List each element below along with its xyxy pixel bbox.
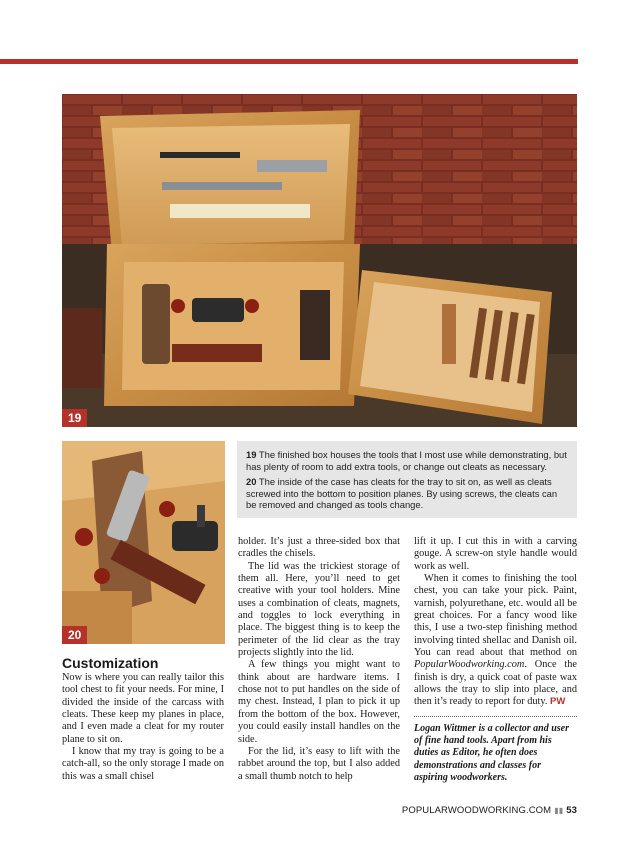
caption-20-number: 20 (246, 476, 257, 488)
caption-20-text: The inside of the case has cleats for the tray to sit on, as well as cleats screwed into the bottom to position planes. By using screws, the cleats can be removed and changed as tools change. (246, 476, 558, 511)
caption-19 (246, 449, 567, 472)
photo-tool-chest-open (62, 94, 577, 427)
col2-paragraph-1: holder. It’s just a three-sided box that cradles the chisels. (238, 536, 400, 560)
col2-paragraph-4: For the lid, it’s easy to lift with the rabbet around the top, but I also added a small thumb notch to help (238, 745, 400, 782)
col3-paragraph-1: lift it up. I cut this in with a carving gouge. A screw-on style handle would work as well. (414, 536, 577, 572)
col3-paragraph-2 (414, 573, 577, 709)
section-heading: Customization (62, 655, 159, 671)
figure-number-20: 20 (62, 626, 87, 644)
website-link[interactable]: PopularWoodworking.com (414, 659, 525, 671)
caption-20 (246, 476, 567, 511)
col1-paragraph-2: I know that my tray is going to be a catch-all, so the only storage I made on this was a small chisel (62, 746, 224, 782)
bio-divider (414, 716, 577, 717)
col2-paragraph-3: A few things you might want to think about are hardware items. I chose not to put handles on the side of my chest. Instead, I plan to pick it up from the bottom of the box. However, you could easily install handles on the side. (238, 659, 400, 745)
page-footer (402, 805, 577, 816)
footer-separator-icon: ▮▮ (554, 806, 564, 815)
author-bio: Logan Wittmer is a collector and user of fine hand tools. Apart from his duties as Editor, he often does demonstrations and classes for aspiring woodworkers. (414, 722, 570, 783)
col1-paragraph-1: Now is where you can really tailor this tool chest to fit your needs. For mine, I divided the inside of the carcass with cleats. These keep my planes in place, and I even made a cleat for my router plane to sit on. (62, 672, 224, 745)
footer-site: POPULARWOODWORKING.COM (401, 805, 552, 816)
page-number: 53 (566, 805, 577, 816)
col3-paragraph-2-text-b: . Once the finish is dry, a quick coat of paste wax allows the tray to slip into place, and then it’s ready to report for duty. (414, 659, 577, 708)
column-1 (62, 672, 224, 783)
caption-19-number: 19 (246, 449, 257, 460)
column-2 (238, 536, 400, 783)
col3-paragraph-2-text-a: When it comes to finishing the tool chest, you can take your pick. Paint, varnish, polyurethane, etc. would all be great choices. For a fancy wood like this, I use a two-step finishing method involving tinted shellac and Danish oil. You can read about that method on (414, 573, 577, 659)
photo-chest-interior-planes (62, 441, 225, 644)
top-rule (0, 59, 578, 64)
caption-box (237, 441, 577, 518)
end-mark: PW (550, 696, 566, 708)
column-3 (414, 536, 577, 784)
col2-paragraph-2: The lid was the trickiest storage of them all. Here, you’ll need to get creative with your tool holders. Mine uses a combination of cleats, magnets, and toggles to lock everything in place. The biggest thing is to keep the perimeter of the lid clear as the tray projects slightly into the lid. (238, 560, 400, 659)
figure-number-19: 19 (62, 409, 87, 427)
caption-19-text: The finished box houses the tools that I most use while demonstrating, but has plenty of room to add extra tools, or change out cleats as necessary. (246, 449, 567, 472)
